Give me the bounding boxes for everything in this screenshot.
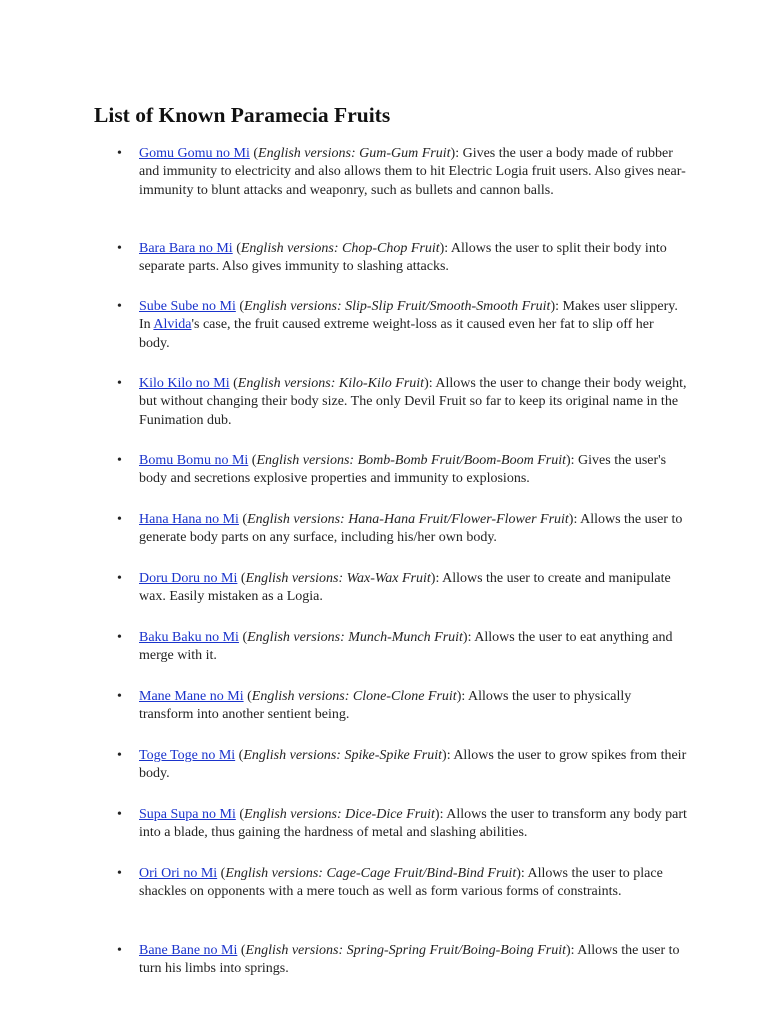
english-close: ) xyxy=(430,571,436,586)
english-open: ( xyxy=(235,807,245,822)
list-item-sube-sube xyxy=(117,298,687,353)
english-open: ( xyxy=(238,512,248,527)
fruit-description: : Allows the user to physically transform into another sentient being. xyxy=(139,689,632,723)
english-close: ) xyxy=(516,866,521,881)
fruit-link-hana-hana[interactable]: Hana Hana no Mi xyxy=(139,512,239,527)
page-title: List of Known Paramecia Fruits xyxy=(94,103,391,127)
english-close: ) xyxy=(439,241,445,256)
english-name: English versions: Kilo-Kilo Fruit xyxy=(237,376,425,391)
english-close: ) xyxy=(462,630,468,645)
english-name: English versions: Chop-Chop Fruit xyxy=(240,241,440,256)
english-close: ) xyxy=(450,146,456,161)
english-open: ( xyxy=(237,943,246,958)
bullet-icon: • xyxy=(117,689,122,704)
english-open: ( xyxy=(232,241,241,256)
bullet-icon: • xyxy=(117,866,122,881)
english-open: ( xyxy=(237,571,246,586)
bullet-icon: • xyxy=(117,376,122,391)
list-item-bara-bara xyxy=(117,240,687,277)
fruit-description: : Allows the user to change their body weight, but without changing their body size. The only Devil Fruit so far to keep its original name in the Funimation dub. xyxy=(139,376,687,428)
english-name: English versions: Hana-Hana Fruit/Flower-Flower Fruit xyxy=(247,512,569,527)
english-close: ) xyxy=(424,376,429,391)
alvida-link[interactable]: Alvida xyxy=(153,317,192,333)
english-close: ) xyxy=(566,453,571,468)
fruit-link-baku-baku[interactable]: Baku Baku no Mi xyxy=(139,630,239,645)
list-item-toge-toge xyxy=(117,747,687,784)
english-name: English versions: Dice-Dice Fruit xyxy=(244,807,435,822)
english-open: ( xyxy=(229,376,238,391)
fruit-description: : Allows the user to split their body into separate parts. Also gives immunity to slashing attacks. xyxy=(139,241,667,275)
list-item-bomu-bomu xyxy=(117,452,687,489)
fruit-description: : Allows the user to place shackles on opponents with a mere touch as well as form various forms of constraints. xyxy=(139,866,663,900)
english-open: ( xyxy=(217,866,226,881)
english-open: ( xyxy=(249,146,259,161)
fruit-description: : Allows the user to eat anything and merge with it. xyxy=(139,630,673,664)
fruit-description: : Allows the user to create and manipulate wax. Easily mistaken as a Logia. xyxy=(139,571,671,605)
bullet-icon: • xyxy=(117,299,122,314)
fruit-link-mane-mane[interactable]: Mane Mane no Mi xyxy=(139,689,244,704)
english-name: English versions: Bomb-Bomb Fruit/Boom-Boom Fruit xyxy=(256,453,566,468)
fruit-description-lead: : Makes user slippery. In xyxy=(139,299,678,333)
fruit-description: : Allows the user to transform any body part into a blade, thus gaining the hardness of metal and slashing abilities. xyxy=(139,807,687,841)
fruit-description: : Allows the user to turn his limbs into springs. xyxy=(139,943,680,977)
english-name: English versions: Munch-Munch Fruit xyxy=(247,630,463,645)
fruit-link-gomu-gomu[interactable]: Gomu Gomu no Mi xyxy=(139,146,250,161)
english-close: ) xyxy=(442,748,447,763)
fruit-link-ori-ori[interactable]: Ori Ori no Mi xyxy=(139,866,218,881)
english-name: English versions: Clone-Clone Fruit xyxy=(251,689,457,704)
fruit-description: : Allows the user to generate body parts on any surface, including his/her own body. xyxy=(139,512,683,546)
fruit-link-kilo-kilo[interactable]: Kilo Kilo no Mi xyxy=(139,376,230,391)
bullet-icon: • xyxy=(117,146,122,161)
english-name: English versions: Spike-Spike Fruit xyxy=(243,748,443,763)
list-item-mane-mane xyxy=(117,688,687,725)
fruit-description: 's case, the fruit caused extreme weight-loss as it caused even her fat to slip off her body. xyxy=(139,317,654,351)
english-close: ) xyxy=(565,943,571,958)
bullet-icon: • xyxy=(117,241,122,256)
english-name: English versions: Gum-Gum Fruit xyxy=(258,146,451,161)
english-name: English versions: Spring-Spring Fruit/Boing-Boing Fruit xyxy=(245,943,566,958)
fruit-link-bomu-bomu[interactable]: Bomu Bomu no Mi xyxy=(139,453,249,468)
fruit-link-bane-bane[interactable]: Bane Bane no Mi xyxy=(139,943,238,958)
fruit-description: : Gives the user a body made of rubber and immunity to electricity and also allows them to hit Electric Logia fruit users. Also gives near-immunity to blunt attacks and weaponry, such as bullets and cannon balls. xyxy=(139,146,686,198)
fruit-link-doru-doru[interactable]: Doru Doru no Mi xyxy=(139,571,238,586)
bullet-icon: • xyxy=(117,807,122,822)
list-item-hana-hana xyxy=(117,511,687,548)
english-name: English versions: Wax-Wax Fruit xyxy=(245,571,431,586)
list-item-baku-baku xyxy=(117,629,687,666)
english-open: ( xyxy=(235,748,244,763)
fruit-link-toge-toge[interactable]: Toge Toge no Mi xyxy=(139,748,236,763)
english-close: ) xyxy=(456,689,462,704)
bullet-icon: • xyxy=(117,630,122,645)
fruit-link-supa-supa[interactable]: Supa Supa no Mi xyxy=(139,807,236,822)
fruit-link-sube-sube[interactable]: Sube Sube no Mi xyxy=(139,299,236,314)
english-open: ( xyxy=(243,689,252,704)
list-item-kilo-kilo xyxy=(117,375,687,430)
list-item-bane-bane xyxy=(117,942,687,979)
english-open: ( xyxy=(238,630,248,645)
english-close: ) xyxy=(434,807,440,822)
bullet-icon: • xyxy=(117,748,122,763)
list-item-gomu-gomu xyxy=(117,145,687,200)
english-open: ( xyxy=(248,453,257,468)
bullet-icon: • xyxy=(117,453,122,468)
bullet-icon: • xyxy=(117,571,122,586)
fruit-description: : Allows the user to grow spikes from their body. xyxy=(139,748,687,782)
fruit-link-bara-bara[interactable]: Bara Bara no Mi xyxy=(139,241,233,256)
bullet-icon: • xyxy=(117,512,122,527)
english-close: ) xyxy=(550,299,556,314)
list-item-ori-ori xyxy=(117,865,687,902)
english-open: ( xyxy=(235,299,245,314)
english-name: English versions: Slip-Slip Fruit/Smooth-Smooth Fruit xyxy=(244,299,551,314)
fruit-description: : Gives the user's body and secretions explosive properties and immunity to explosions. xyxy=(139,453,667,487)
list-item-supa-supa xyxy=(117,806,687,843)
english-name: English versions: Cage-Cage Fruit/Bind-Bind Fruit xyxy=(225,866,517,881)
english-close: ) xyxy=(568,512,574,527)
list-item-doru-doru xyxy=(117,570,687,607)
bullet-icon: • xyxy=(117,943,122,958)
